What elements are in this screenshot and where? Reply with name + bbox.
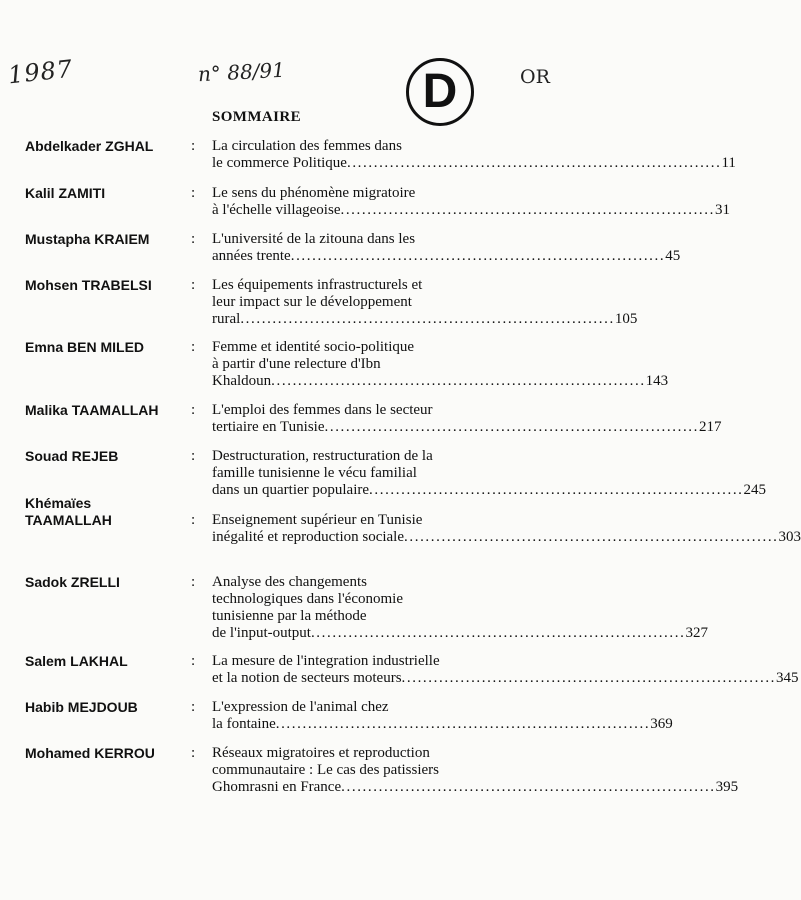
toc-page-number: 143 bbox=[645, 373, 669, 389]
toc-title-line: Les équipements infrastructurels et bbox=[212, 277, 423, 293]
toc-separator: : bbox=[191, 448, 196, 464]
toc-title bbox=[212, 339, 669, 390]
toc-title-line: Destructuration, restructuration de la bbox=[212, 448, 433, 464]
toc-title-line: La mesure de l'integration industrielle bbox=[212, 653, 440, 669]
toc-title-line: dans un quartier populaire ...................................................................... 245 bbox=[212, 482, 767, 498]
toc-title-line: L'université de la zitouna dans les bbox=[212, 231, 416, 247]
toc-author: Kalil ZAMITI bbox=[25, 185, 106, 201]
toc-page-number: 395 bbox=[715, 779, 739, 795]
toc-title-line: L'expression de l'animal chez bbox=[212, 699, 389, 715]
toc-title-line: tunisienne par la méthode bbox=[212, 608, 367, 624]
toc-author: Khémaïes TAAMALLAH bbox=[25, 495, 112, 528]
toc-author: Souad REJEB bbox=[25, 448, 119, 464]
handwritten-corner-note: OR bbox=[520, 66, 550, 88]
toc-leader-dots: ...................................................................... bbox=[401, 670, 777, 686]
toc-title-line: famille tunisienne le vécu familial bbox=[212, 465, 417, 481]
toc-page-number: 217 bbox=[699, 419, 722, 435]
toc-leader-dots: ...................................................................... bbox=[310, 625, 686, 641]
toc-title-line: inégalité et reproduction sociale ...................................................................... 303 bbox=[212, 529, 801, 545]
handwritten-year: 1987 bbox=[6, 54, 75, 90]
page-title: SOMMAIRE bbox=[212, 109, 302, 125]
toc-title bbox=[212, 402, 722, 436]
toc-separator: : bbox=[191, 512, 196, 528]
toc-title-line: de l'input-output ...................................................................... 327 bbox=[212, 625, 708, 641]
toc-title-line: Ghomrasni en France ...................................................................... 395 bbox=[212, 779, 739, 795]
toc-separator: : bbox=[191, 574, 196, 590]
toc-title bbox=[212, 448, 767, 499]
toc-separator: : bbox=[191, 231, 196, 247]
toc-title bbox=[212, 185, 730, 219]
toc-title bbox=[212, 574, 708, 642]
toc-separator: : bbox=[191, 402, 196, 418]
circled-letter-stamp: D bbox=[406, 58, 474, 126]
toc-leader-dots: ...................................................................... bbox=[346, 155, 722, 171]
toc-leader-dots: ...................................................................... bbox=[240, 311, 615, 327]
toc-leader-dots: ...................................................................... bbox=[341, 779, 716, 795]
toc-page-number: 327 bbox=[685, 625, 708, 641]
toc-title bbox=[212, 745, 739, 796]
handwritten-reference-number: n° 88/91 bbox=[197, 57, 286, 87]
toc-title-line: La circulation des femmes dans bbox=[212, 138, 402, 154]
toc-separator: : bbox=[191, 277, 196, 293]
toc-title-line: tertiaire en Tunisie ...................................................................... 217 bbox=[212, 419, 722, 435]
toc-separator: : bbox=[191, 339, 196, 355]
toc-author: Malika TAAMALLAH bbox=[25, 402, 159, 418]
toc-author: Emna BEN MILED bbox=[25, 339, 145, 355]
toc-title bbox=[212, 138, 736, 172]
toc-author: Salem LAKHAL bbox=[25, 653, 128, 669]
toc-author: Mohsen TRABELSI bbox=[25, 277, 152, 293]
toc-leader-dots: ...................................................................... bbox=[369, 482, 744, 498]
toc-page-number: 245 bbox=[743, 482, 767, 498]
toc-leader-dots: ...................................................................... bbox=[340, 202, 715, 218]
toc-author: Sadok ZRELLI bbox=[25, 574, 120, 590]
toc-title bbox=[212, 231, 681, 265]
toc-page-number: 369 bbox=[650, 716, 673, 732]
toc-title-line: Analyse des changements bbox=[212, 574, 367, 590]
toc-separator: : bbox=[191, 699, 196, 715]
toc-title-line: communautaire : Le cas des patissiers bbox=[212, 762, 440, 778]
toc-separator: : bbox=[191, 745, 196, 761]
toc-title bbox=[212, 512, 801, 546]
toc-title bbox=[212, 653, 799, 687]
toc-separator: : bbox=[191, 653, 196, 669]
toc-author: Mustapha KRAIEM bbox=[25, 231, 150, 247]
toc-page-number: 303 bbox=[778, 529, 801, 545]
toc-title-line: Femme et identité socio-politique bbox=[212, 339, 415, 355]
toc-title bbox=[212, 277, 638, 328]
toc-title-line: à l'échelle villageoise ...................................................................... 31 bbox=[212, 202, 730, 218]
toc-title-line: la fontaine ...................................................................... 369 bbox=[212, 716, 673, 732]
toc-title-line: et la notion de secteurs moteurs ...................................................................... 345 bbox=[212, 670, 799, 686]
toc-leader-dots: ...................................................................... bbox=[324, 419, 699, 435]
toc-title-line: Le sens du phénomène migratoire bbox=[212, 185, 416, 201]
toc-separator: : bbox=[191, 185, 196, 201]
toc-title-line: Réseaux migratoires et reproduction bbox=[212, 745, 430, 761]
toc-separator: : bbox=[191, 138, 196, 154]
toc-author: Abdelkader ZGHAL bbox=[25, 138, 154, 154]
toc-leader-dots: ...................................................................... bbox=[290, 248, 666, 264]
toc-leader-dots: ...................................................................... bbox=[275, 716, 651, 732]
toc-title-line: technologiques dans l'économie bbox=[212, 591, 403, 607]
toc-title-line: années trente ...................................................................... 45 bbox=[212, 248, 681, 264]
toc-title-line: le commerce Politique ...................................................................... 11 bbox=[212, 155, 736, 171]
toc-page-number: 11 bbox=[721, 155, 736, 171]
toc-page-number: 345 bbox=[776, 670, 799, 686]
toc-leader-dots: ...................................................................... bbox=[271, 373, 646, 389]
toc-title-line: rural ...................................................................... 105 bbox=[212, 311, 638, 327]
toc-page-number: 31 bbox=[714, 202, 730, 218]
toc-author: Mohamed KERROU bbox=[25, 745, 155, 761]
toc-title bbox=[212, 699, 673, 733]
toc-title-line: à partir d'une relecture d'Ibn bbox=[212, 356, 381, 372]
toc-page-number: 45 bbox=[665, 248, 681, 264]
toc-title-line: L'emploi des femmes dans le secteur bbox=[212, 402, 433, 418]
toc-title-line: Enseignement supérieur en Tunisie bbox=[212, 512, 423, 528]
toc-author: Habib MEJDOUB bbox=[25, 699, 138, 715]
toc-page-number: 105 bbox=[614, 311, 638, 327]
toc-title-line: leur impact sur le développement bbox=[212, 294, 412, 310]
toc-title-line: Khaldoun ...................................................................... 143 bbox=[212, 373, 669, 389]
toc-leader-dots: ...................................................................... bbox=[404, 529, 779, 545]
